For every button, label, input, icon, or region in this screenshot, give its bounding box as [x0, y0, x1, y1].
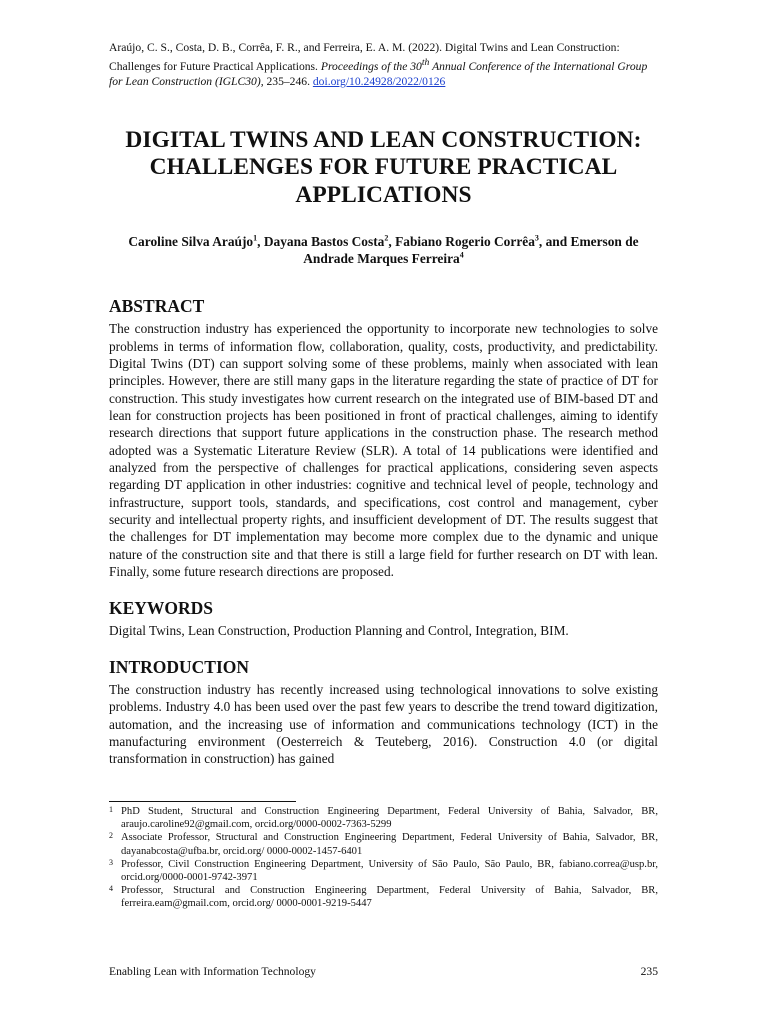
author-2-sup: 2: [384, 233, 389, 243]
footnote-text: PhD Student, Structural and Construction Engineering Department, Federal University of Bahia, Salvador, BR, araujo.caroline92@gmail.com, orcid.org/0000-0002-7363-5299: [121, 806, 658, 831]
footnote-3: [109, 858, 658, 884]
author-1: Caroline Silva Araújo: [128, 234, 254, 250]
abstract-heading: ABSTRACT: [109, 296, 205, 317]
introduction-text: The construction industry has recently increased using technological innovations to solve existing problems. Industry 4.0 has been used over the past few years to describe the trend toward digitization, automation, and the increasing use of information and communications technology (ICT) in the manufacturing environment (Oesterreich & Teuteberg, 2016). Construction 4.0 (or digital transformation in construction) has gained: [109, 681, 658, 767]
abstract-text: The construction industry has experienced the opportunity to incorporate new technologies to solve problems in terms of information flow, collaboration, quality, costs, productivity, and predictability. Digital Twins (DT) can support solving some of these problems, mainly when associated with lean principles. However, there are still many gaps in the literature regarding the state of practice of DT for construction. This study investigates how current research on the integrated use of BIM-based DT and lean for construction projects has been positioned in front of practical challenges, aiming to identify research directions that support future applications in the construction phase. The research method adopted was a Systematic Literature Review (SLR). A total of 14 publications were identified and analyzed from the perspective of challenges for practical applications, considering seven aspects regarding DT application in other industries: cognitive and technical level of people, technology and infrastructure, support tools, standards, and specifications, cost control and management, cyber security and intellectual property rights, and insufficient development of DT. The results suggest that the challenges for DT implementation may become more complex due to the dynamic and unique nature of the construction site and that there is still a large field for further research on DT with lean. Finally, some future research directions are proposed.: [109, 321, 658, 580]
footnote-number: 1: [109, 805, 113, 814]
footnote-text: Professor, Structural and Construction Engineering Department, Federal University of Bahia, Salvador, BR, ferreira.eam@gmail.com, orcid.org/ 0000-0001-9219-5447: [121, 885, 658, 910]
author-4: , and Emerson de Andrade Marques Ferreira: [303, 234, 639, 266]
doi-link[interactable]: doi.org/10.24928/2022/0126: [312, 74, 446, 88]
footnote-number: 2: [109, 831, 113, 841]
author-list: [109, 234, 658, 267]
author-3-sup: 3: [534, 233, 539, 243]
author-4-sup: 4: [459, 250, 464, 260]
citation-authors: Araújo, C. S., Costa, D. B., Corrêa, F. R., and Ferreira, E. A. M. (2022). Digital Twins and Lean Construction: Challenges for Future Practical Applications.: [109, 41, 620, 73]
footnote-text: Professor, Civil Construction Engineering Department, University of São Paulo, São Paulo, BR, fabiano.correa@usp.br, orcid.org/0000-0001-9742-3971: [121, 858, 658, 884]
footnote-text: Associate Professor, Structural and Construction Engineering Department, Federal University of Bahia, Salvador, BR, dayanabcosta@ufba.br, orcid.org/ 0000-0002-1457-6401: [121, 832, 658, 857]
footnote-rule: [109, 801, 296, 802]
author-3: , Fabiano Rogerio Corrêa: [388, 234, 535, 250]
footer-conference-theme: Enabling Lean with Information Technology: [109, 965, 316, 978]
citation-journal-sup: th: [421, 57, 430, 68]
page-number: 235: [640, 965, 658, 978]
footnote-number: 4: [109, 884, 113, 894]
citation: [109, 40, 658, 89]
citation-journal-post: Annual Conference of the International Group for Lean Construction (IGLC30),: [109, 59, 648, 88]
paper-title: DIGITAL TWINS AND LEAN CONSTRUCTION: CHALLENGES FOR FUTURE PRACTICAL APPLICATIONS: [125, 126, 642, 208]
keywords-text: Digital Twins, Lean Construction, Production Planning and Control, Integration, BIM.: [109, 622, 569, 638]
footnotes: [109, 801, 658, 911]
footnote-1: [109, 805, 658, 831]
citation-journal-pre: Proceedings of the 30: [320, 59, 422, 73]
footnote-2: [109, 831, 658, 857]
citation-pages: 235–246.: [263, 74, 313, 88]
paper-page: [109, 40, 658, 768]
footnote-number: 3: [109, 857, 113, 867]
author-1-sup: 1: [253, 233, 258, 243]
keywords-heading: KEYWORDS: [109, 597, 214, 618]
author-2: , Dayana Bastos Costa: [257, 234, 385, 250]
introduction-heading: INTRODUCTION: [109, 656, 250, 677]
footnote-4: [109, 884, 658, 910]
